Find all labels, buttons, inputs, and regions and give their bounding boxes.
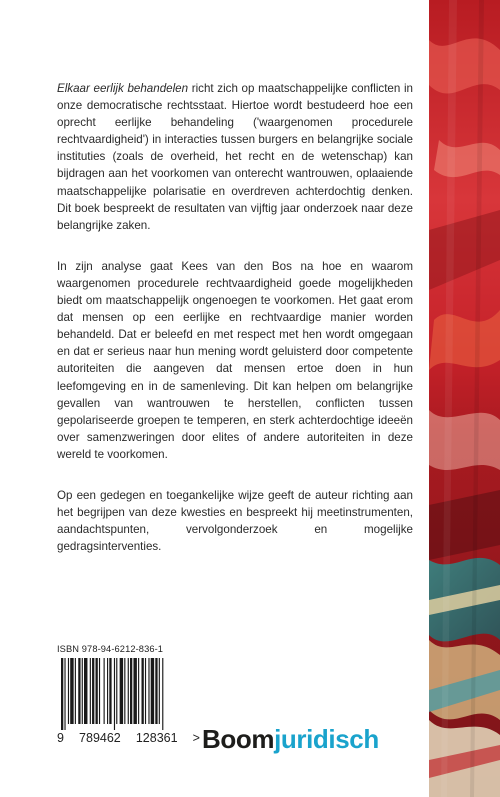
isbn-block [57, 644, 200, 750]
barcode-arrow: > [192, 731, 200, 745]
barcode-digits-left: 789462 [79, 731, 121, 745]
blurb-paragraph-3: Op een gedegen en toegankelijke wijze geeft de auteur richting aan het begrijpen van deze kwesties en bespreekt hij meetinstrumenten, aandachtspunten, vervolgonderzoek en mogelijke gedragsinterventies. [57, 488, 413, 554]
abstract-painting-image [429, 0, 500, 797]
barcode-digit-first: 9 [57, 731, 64, 745]
isbn-label: ISBN 978-94-6212-836-1 [57, 644, 164, 654]
back-cover-blurb [57, 80, 413, 579]
cover-art-strip [429, 0, 500, 797]
publisher-logo-part1: Boom [202, 724, 275, 754]
blurb-paragraph-2: In zijn analyse gaat Kees van den Bos na hoe en waarom waargenomen procedurele rechtvaardigheid goede mogelijkheden biedt om maatschappelijk ongenoegen te voorkomen. Het gaat erom dat mensen op een eerlijke en rechtvaardige manier worden behandeld. Dat er beleefd en met respect met hen wordt omgegaan en dat er serieus naar hun mening wordt geluisterd door competente autoriteiten die aangeven dat mensen ertoe doen in hun leefomgeving en in de samenleving. Dit kan helpen om belangrijke gevallen van wantrouwen te herstellen, conflicten tussen gepolariseerde groepen te temperen, en sterk achterdochtige ideeën over samenzweringen door elites of andere autoriteiten in deze wereld te voorkomen. [57, 259, 413, 461]
barcode-digits [57, 731, 200, 745]
barcode-digits-right: 128361 [135, 731, 178, 745]
blurb-paragraph-1-text: richt zich op maatschappelijke conflicten in onze democratische rechtsstaat. Hiertoe wordt bestudeerd hoe een oprecht eerlijke behandeling ('waargenomen procedurele rechtvaardigheid') in interacties tussen burgers en belangrijke sociale instituties (zoals de overheid, het recht en de wetenschap) kan bijdragen aan het voorkomen van onterecht wantrouwen, oplaaiende maatschappelijke polarisatie en overdreven achterdochtig denken. Dit boek bespreekt de resultaten van vijftig jaar onderzoek naar deze belangrijke zaken. [57, 82, 413, 232]
publisher-logo [202, 724, 379, 755]
barcode [57, 658, 200, 730]
publisher-logo-part2: juridisch [274, 724, 379, 754]
blurb-paragraph-1 [57, 80, 413, 234]
book-title-inline: Elkaar eerlijk behandelen [57, 82, 189, 95]
